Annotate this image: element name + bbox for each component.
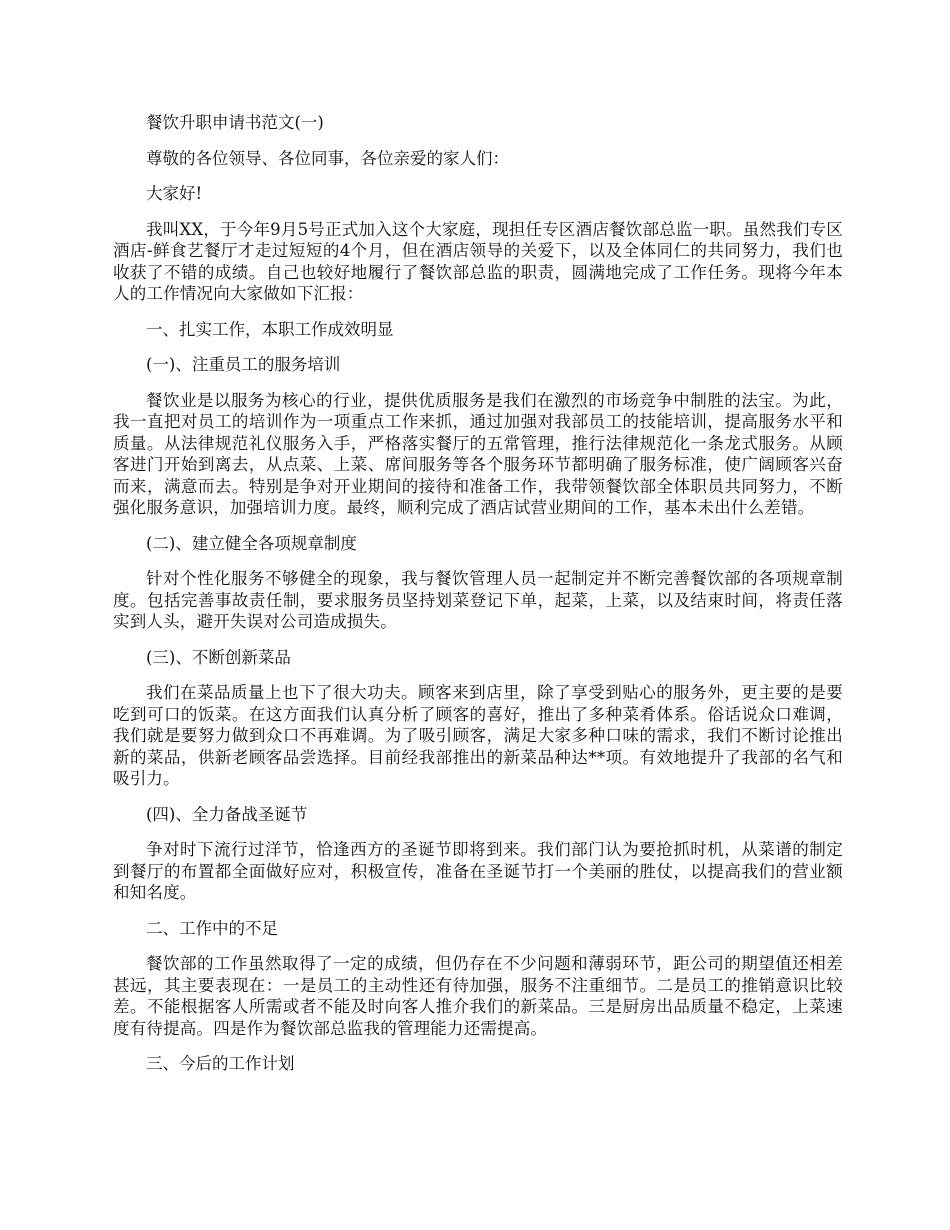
subsection-3-paragraph: 我们在菜品质量上也下了很大功夫。顾客来到店里，除了享受到贴心的服务外，更主要的是要吃到可口的饭菜。在这方面我们认真分析了顾客的喜好，推出了多种菜肴体系。俗话说众口难调，我们就是要努力做到众口不再难调。为了吸引顾客，满足大家多种口味的需求，我们不断讨论推出新的菜品，供新老顾客品尝选择。目前经我部推出的新菜品种达**项。有效地提升了我部的名气和吸引力。 bbox=[113, 683, 843, 788]
subsection-4-heading: (四)、全力备战圣诞节 bbox=[146, 804, 308, 824]
intro-paragraph: 我叫XX，于今年9月5号正式加入这个大家庭，现担任专区酒店餐饮部总监一职。虽然我们专区酒店-鲜食艺餐厅才走过短短的4个月，但在酒店领导的关爱下，以及全体同仁的共同努力，我们也收获了不错的成绩。自己也较好地履行了餐饮部总监的职责，圆满地完成了工作任务。现将今年本人的工作情况向大家做如下汇报： bbox=[113, 219, 843, 303]
document-title: 餐饮升职申请书范文(一) bbox=[146, 113, 324, 132]
subsection-2-paragraph: 针对个性化服务不够健全的现象，我与餐饮管理人员一起制定并不断完善餐饮部的各项规章制度。包括完善事故责任制，要求服务员坚持划菜登记下单，起菜，上菜，以及结束时间，将责任落实到人头，避开失误对公司造成损失。 bbox=[113, 569, 843, 631]
section-3-heading: 三、今后的工作计划 bbox=[146, 1054, 295, 1073]
salutation: 尊敬的各位领导、各位同事，各位亲爱的家人们： bbox=[146, 148, 509, 168]
subsection-1-heading: (一)、注重员工的服务培训 bbox=[146, 355, 341, 374]
section-2-paragraph: 餐饮部的工作虽然取得了一定的成绩，但仍存在不少问题和薄弱环节，距公司的期望值还相差甚远，其主要表现在：一是员工的主动性还有待加强，服务不注重细节。二是员工的推销意识比较差。不能根据客人所需或者不能及时向客人推介我们的新菜品。三是厨房出品质量不稳定，上菜速度有待提高。四是作为餐饮部总监我的管理能力还需提高。 bbox=[113, 954, 843, 1038]
subsection-3-heading: (三)、不断创新菜品 bbox=[146, 647, 291, 667]
greeting: 大家好! bbox=[146, 184, 203, 203]
section-1-heading: 一、扎实工作，本职工作成效明显 bbox=[146, 319, 394, 339]
subsection-1-paragraph: 餐饮业是以服务为核心的行业，提供优质服务是我们在激烈的市场竞争中制胜的法宝。为此，我一直把对员工的培训作为一项重点工作来抓，通过加强对我部员工的技能培训，提高服务水平和质量。从法律规范礼仪服务入手，严格落实餐厅的五常管理，推行法律规范化一条龙式服务。从顾客进门开始到离去，从点菜、上菜、席间服务等各个服务环节都明确了服务标准，使广阔顾客兴奋而来，满意而去。特别是争对开业期间的接待和准备工作，我带领餐饮部全体职员共同努力，不断强化服务意识，加强培训力度。最终，顺利完成了酒店试营业期间的工作，基本未出什么差错。 bbox=[113, 390, 843, 517]
subsection-2-heading: (二)、建立健全各项规章制度 bbox=[146, 533, 357, 553]
document-page bbox=[113, 112, 843, 1089]
subsection-4-paragraph: 争对时下流行过洋节，恰逢西方的圣诞节即将到来。我们部门认为要抢抓时机，从菜谱的制定到餐厅的布置都全面做好应对，积极宣传，准备在圣诞节打一个美丽的胜仗，以提高我们的营业额和知名度。 bbox=[113, 840, 843, 902]
section-2-heading: 二、工作中的不足 bbox=[146, 918, 278, 938]
